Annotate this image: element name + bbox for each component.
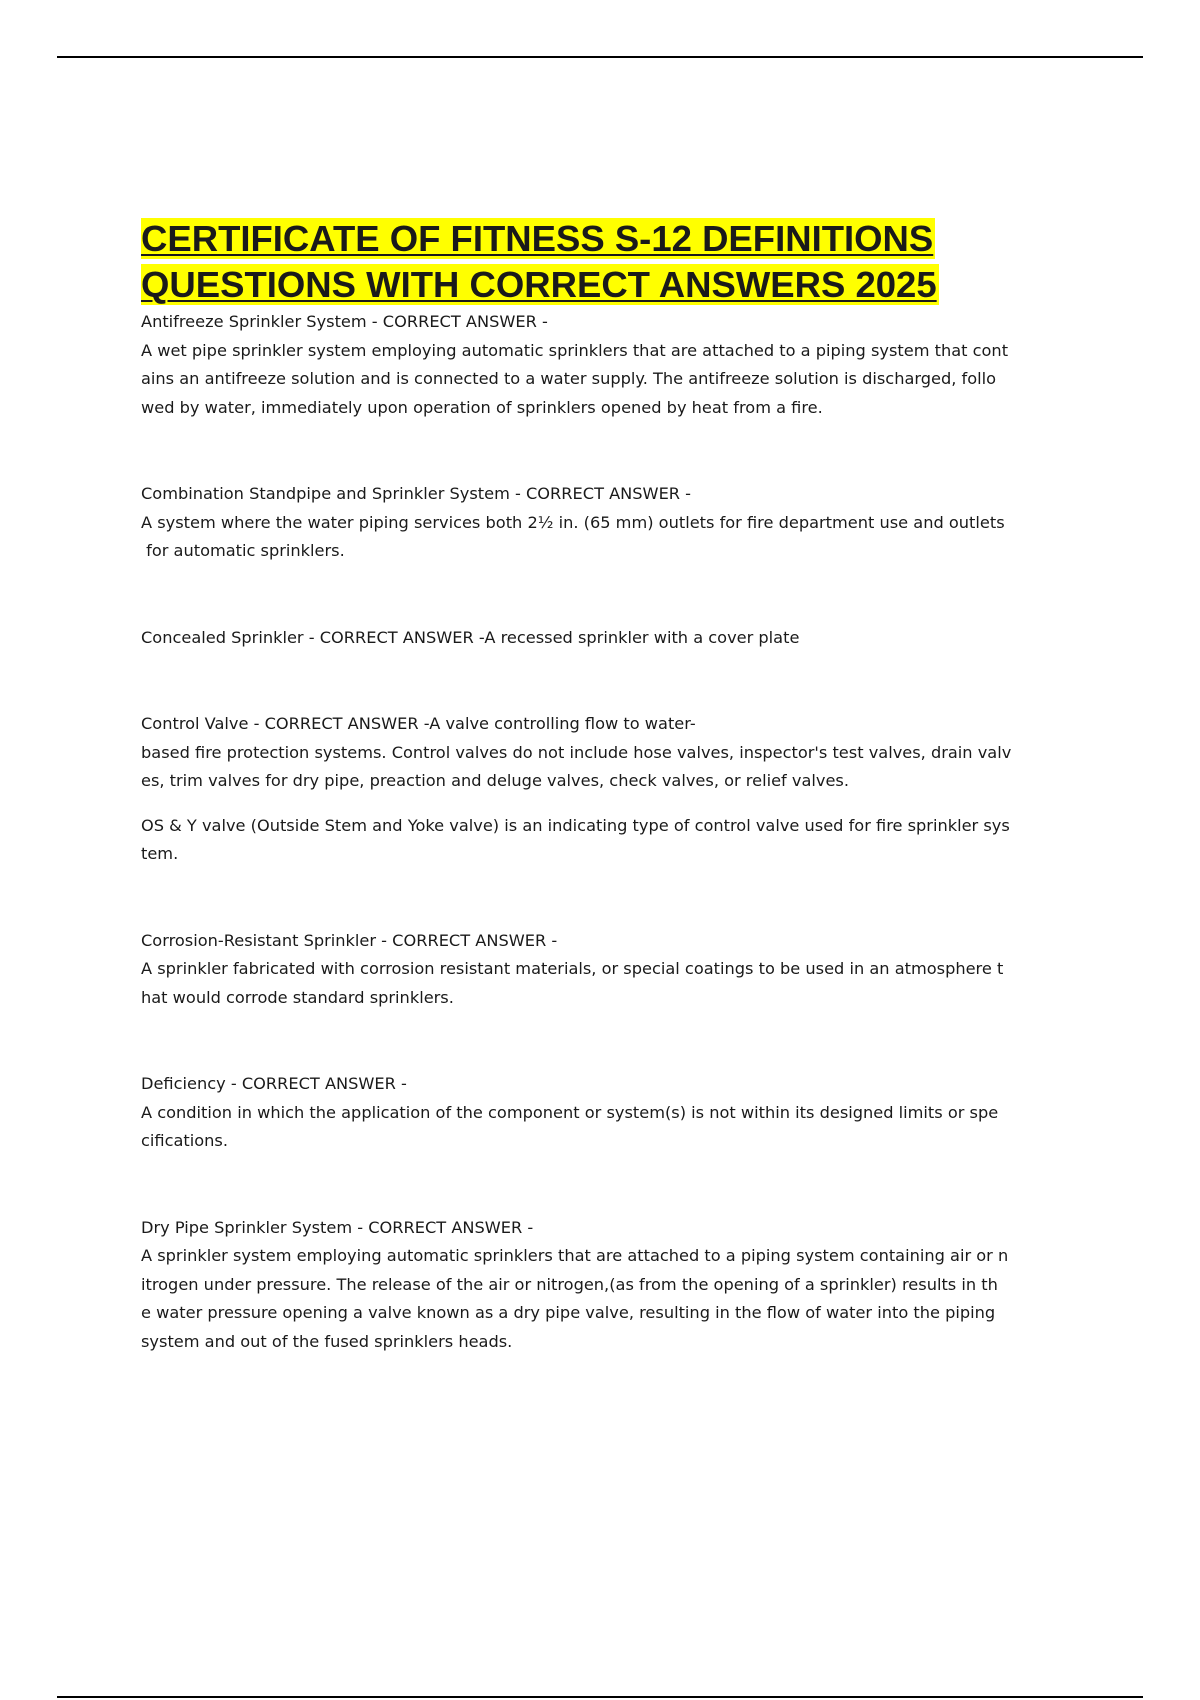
definition-control-valve: [141, 710, 1059, 869]
definition-text-line: itrogen under pressure. The release of the air or nitrogen,(as from the opening of a sprinkler) results in th: [141, 1274, 998, 1294]
definition-text-line: system and out of the fused sprinklers heads.: [141, 1331, 513, 1351]
definition-text-line: cifications.: [141, 1131, 228, 1150]
definition-text-line: A condition in which the application of the component or system(s) is not within its designed limits or spe: [141, 1102, 999, 1122]
definition-text-line: A sprinkler system employing automatic sprinklers that are attached to a piping system containing air or n: [141, 1246, 1009, 1265]
definition-note-line: OS & Y valve (Outside Stem and Yoke valve) is an indicating type of control valve used for fire sprinkler sys: [141, 815, 1010, 835]
definition-text-line: based fire protection systems. Control valves do not include hose valves, inspector's test valves, drain valv: [141, 742, 1012, 762]
title-line-1: CERTIFICATE OF FITNESS S-12 DEFINITIONS: [141, 218, 934, 259]
definition-concealed-sprinkler: [141, 624, 1059, 653]
definition-note-line: tem.: [141, 844, 179, 863]
definition-term: Corrosion-Resistant Sprinkler - CORRECT ANSWER -: [141, 930, 558, 950]
definition-term: Concealed Sprinkler - CORRECT ANSWER -A recessed sprinkler with a cover plate: [141, 627, 800, 647]
definition-text-line: es, trim valves for dry pipe, preaction and deluge valves, check valves, or relief valves.: [141, 771, 849, 790]
document-title: [141, 216, 1059, 308]
definition-deficiency: [141, 1070, 1059, 1156]
definition-text-line: A wet pipe sprinkler system employing automatic sprinklers that are attached to a piping system that cont: [141, 340, 1009, 360]
bottom-rule: [57, 1696, 1143, 1698]
definition-term: Antifreeze Sprinkler System - CORRECT ANSWER -: [141, 312, 548, 331]
definition-corrosion-resistant-sprinkler: [141, 927, 1059, 1013]
title-line-2: QUESTIONS WITH CORRECT ANSWERS 2025: [141, 264, 937, 305]
definition-list: [141, 308, 1059, 1356]
definition-antifreeze-sprinkler-system: [141, 308, 1059, 422]
definition-combination-standpipe: [141, 480, 1059, 566]
definition-term: Dry Pipe Sprinkler System - CORRECT ANSWER -: [141, 1217, 534, 1237]
document-body: [141, 216, 1059, 1356]
top-rule: [57, 56, 1143, 58]
definition-note: [141, 812, 1059, 869]
definition-text-line: A system where the water piping services both 2½ in. (65 mm) outlets for fire department use and outlets: [141, 512, 1005, 532]
definition-term: Deficiency - CORRECT ANSWER -: [141, 1074, 407, 1093]
definition-text-line: A sprinkler fabricated with corrosion resistant materials, or special coatings to be used in an atmosphere t: [141, 959, 1004, 978]
definition-text-line: hat would corrode standard sprinklers.: [141, 987, 454, 1007]
definition-text-line: for automatic sprinklers.: [141, 541, 345, 560]
definition-term: Combination Standpipe and Sprinkler System - CORRECT ANSWER -: [141, 484, 692, 503]
definition-text-line: e water pressure opening a valve known as a dry pipe valve, resulting in the flow of water into the piping: [141, 1303, 996, 1322]
definition-text-line: wed by water, immediately upon operation of sprinklers opened by heat from a fire.: [141, 397, 823, 417]
definition-text-line: ains an antifreeze solution and is connected to a water supply. The antifreeze solution is discharged, follo: [141, 369, 997, 388]
definition-term: Control Valve - CORRECT ANSWER -A valve controlling flow to water-: [141, 714, 696, 733]
definition-dry-pipe-sprinkler-system: [141, 1214, 1059, 1357]
